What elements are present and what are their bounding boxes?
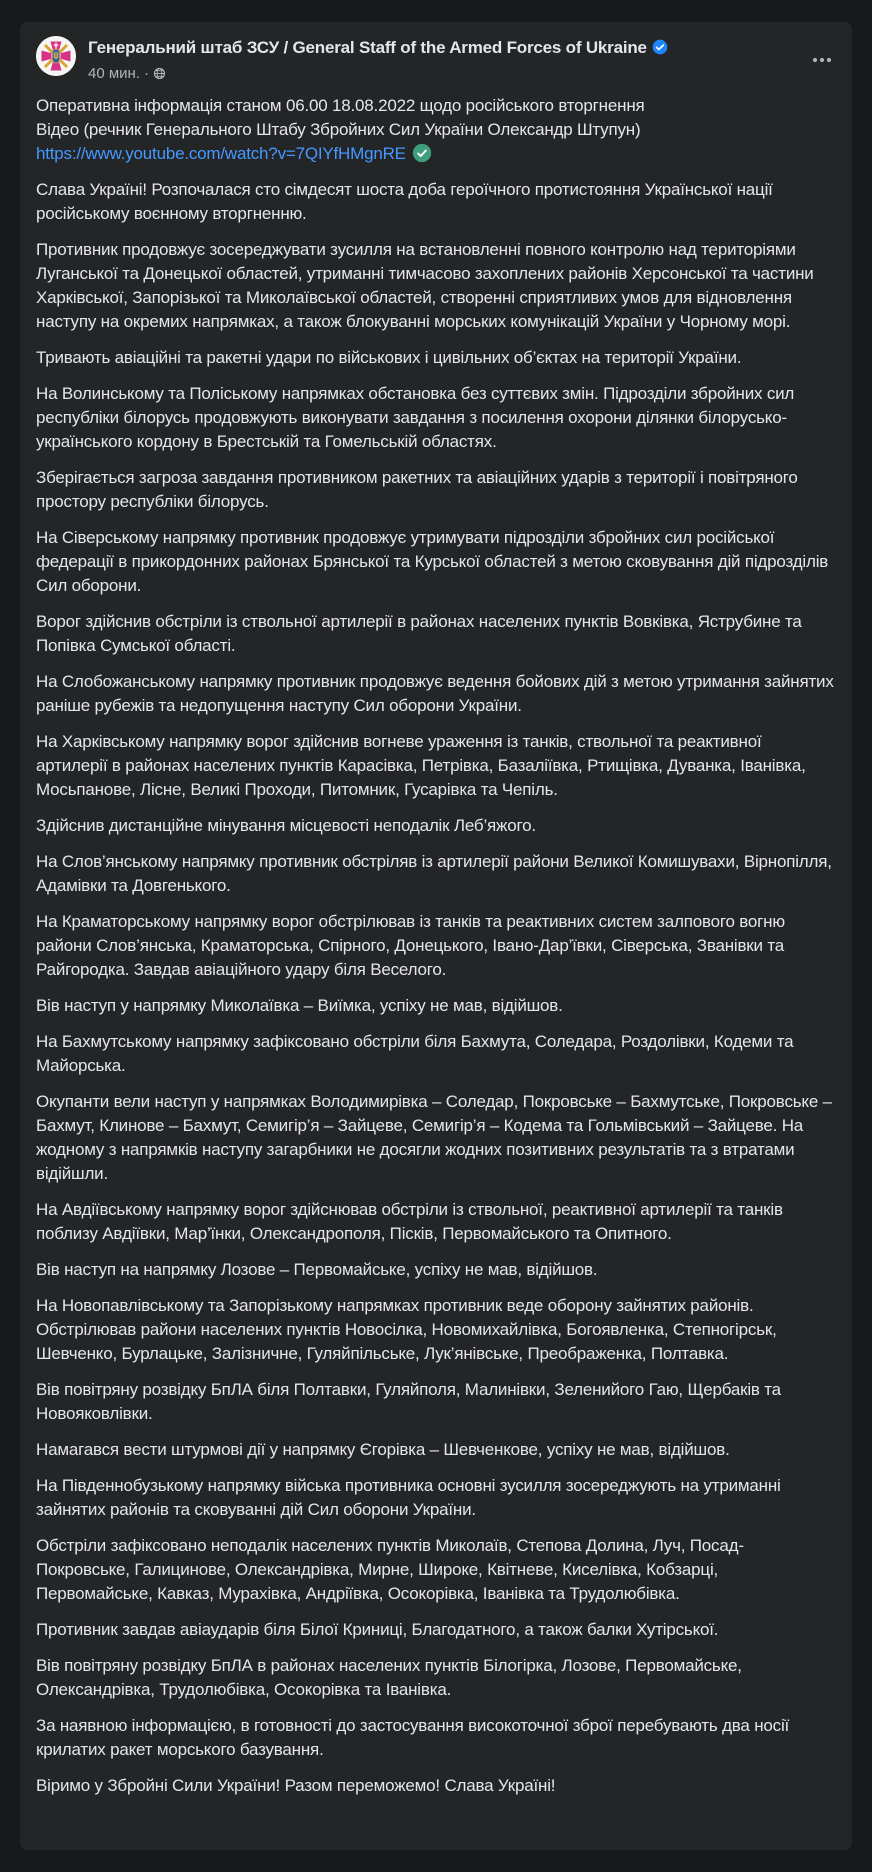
post-paragraph: Противник завдав авіаударів біля Білої Криниці, Благодатного, а також балки Хутірської. [36,1620,719,1639]
meta-separator: · [144,65,149,82]
post-intro-line-2: Відео (речник Генерального Штабу Збройних Сил України Олександр Штупун) [36,120,641,139]
post-paragraph: На Авдіївському напрямку ворог здійснював обстріли із ствольної, реактивної артилерії та танків поблизу Авдіївки, Мар’їнки, Олександрополя, Пісків, Первомайського та Опитного. [36,1200,783,1243]
post-paragraph: На Краматорському напрямку ворог обстрілював із танків та реактивних систем залпового вогню райони Слов’янська, Краматорська, Спірного, Донецького, Івано-Дар’ївки, Сіверська, Званівки та Райгородка. Завдав авіаційного удару біля Веселого. [36,912,785,979]
post-paragraph: Вів наступ у напрямку Миколаївка – Виїмка, успіху не мав, відійшов. [36,996,563,1015]
post-paragraph: Окупанти вели наступ у напрямках Володимирівка – Соледар, Покровське – Бахмутське, Покровське – Бахмут, Клинове – Бахмут, Семигір’я – Зайцеве, Семигір’я – Кодема та Гольмівський – Зайцеве. На жодному з напрямків наступу загарбники не досягли жодних позитивних результатів та з втратами відійшли. [36,1092,832,1183]
post-paragraph: На Волинському та Поліському напрямках обстановка без суттєвих змін. Підрозділи збройних сил республіки білорусь продовжують виконувати завдання з посилення охорони ділянки білорусько-українського кордону в Брестській та Гомельській областях. [36,384,795,451]
post-intro-link-line [36,142,836,166]
post-paragraph: Зберігається загроза завдання противником ракетних та авіаційних ударів з території і повітряного простору республіки білорусь. [36,468,798,511]
post-paragraph: Ворог здійснив обстріли із ствольної артилерії в районах населених пунктів Вовківка, Яструбине та Попівка Сумської області. [36,612,802,655]
post-paragraph: Здійснив дистанційне мінування місцевості неподалік Леб’яжого. [36,816,536,835]
globe-privacy-icon [153,67,166,80]
post-paragraph: На Слов’янському напрямку противник обстріляв із артилерії райони Великої Комишувахи, Вірнопілля, Адамівки та Довгенького. [36,852,832,895]
post-paragraph: Віримо у Збройні Сили України! Разом переможемо! Слава Україні! [36,1776,556,1795]
post-header-text [88,36,836,82]
green-check-icon [412,143,432,163]
post-paragraph: Вів повітряну розвідку БпЛА біля Полтавки, Гуляйполя, Малинівки, Зеленийого Гаю, Щербаків та Новояковлівки. [36,1380,781,1423]
post-options-button[interactable] [804,42,840,78]
post-meta [88,65,836,82]
avatar[interactable] [36,36,76,76]
post-paragraph: Вів повітряну розвідку БпЛА в районах населених пунктів Білогірка, Лозове, Первомайське, Олександрівка, Трудолюбівка, Осокорівка та Іванівка. [36,1656,742,1699]
post-paragraph: На Бахмутському напрямку зафіксовано обстріли біля Бахмута, Соледара, Роздолівки, Кодеми та Майорська. [36,1032,794,1075]
page-name[interactable]: Генеральний штаб ЗСУ / General Staff of the Armed Forces of Ukraine [88,38,647,57]
post-paragraph: Противник продовжує зосереджувати зусилля на встановленні повного контролю над територіями Луганської та Донецької областей, утриманні тимчасово захоплених районів Херсонської та частини Харківської, Запорізької та Миколаївської областей, створенні сприятливих умов для відновлення наступу на окремих напрямках, а також блокуванні морських комунікацій України у Чорному морі. [36,240,814,331]
post-paragraph: На Слобожанському напрямку противник продовжує ведення бойових дій з метою утримання зайнятих раніше рубежів та недопущення наступу Сил оборони України. [36,672,834,715]
three-dots-icon [810,48,834,72]
post-paragraph: На Сіверському напрямку противник продовжує утримувати підрозділи збройних сил російської федерації в прикордонних районах Брянської та Курської областей з метою сковування дій підрозділів Сил оборони. [36,528,829,595]
post-paragraph: Тривають авіаційні та ракетні удари по військових і цивільних об’єктах на території України. [36,348,742,367]
post-paragraph: Слава Україні! Розпочалася сто сімдесят шоста доба героїчного протистояння Української нації російському воєнному вторгненню. [36,180,773,223]
post-body [36,94,836,1798]
post-paragraph: Обстріли зафіксовано неподалік населених пунктів Миколаїв, Степова Долина, Луч, Посад-Покровське, Галицинове, Олександрівка, Мирне, Широке, Квітневе, Киселівка, Кобзарці, Первомайське, Кавказ, Мурахівка, Андріївка, Осокорівка, Іванівка та Трудолюбівка. [36,1536,744,1603]
post-paragraph: На Харківському напрямку ворог здійснив вогневе ураження із танків, ствольної та реактивної артилерії в районах населених пунктів Карасівка, Петрівка, Базаліївка, Ртищівка, Дуванка, Іванівка, Мосьпанове, Лісне, Великі Проходи, Питомник, Гусарівка та Чепіль. [36,732,806,799]
timestamp[interactable]: 40 мин. [88,65,140,82]
post-paragraph: На Новопавлівському та Запорізькому напрямках противник веде оборону зайнятих районів. Обстрілював райони населених пунктів Новосілка, Новомихайлівка, Богоявленка, Степногірськ, Шевченко, Бурлацьке, Залізничне, Гуляйпільське, Лук’янівське, Преображенка, Полтавка. [36,1296,777,1363]
post-paragraph: Намагався вести штурмові дії у напрямку Єгорівка – Шевченкове, успіху не мав, відійшов. [36,1440,730,1459]
post-intro-line-1: Оперативна інформація станом 06.00 18.08.2022 щодо російського вторгнення [36,96,645,115]
youtube-link[interactable]: https://www.youtube.com/watch?v=7QIYfHMgnRE [36,144,406,163]
post-paragraphs [36,178,836,1798]
post-paragraph: За наявною інформацією, в готовності до застосування високоточної зброї перебувають два носії крилатих ракет морського базування. [36,1716,790,1759]
verified-badge-icon [652,39,668,61]
post-paragraph: Вів наступ на напрямку Лозове – Первомайське, успіху не мав, відійшов. [36,1260,598,1279]
general-staff-emblem-icon [36,36,76,76]
post-header [36,36,836,82]
post-paragraph: На Південнобузькому напрямку війська противника основні зусилля зосереджують на утриманні зайнятих районів та сковуванні дій Сил оборони України. [36,1476,781,1519]
facebook-post-card [20,22,852,1850]
